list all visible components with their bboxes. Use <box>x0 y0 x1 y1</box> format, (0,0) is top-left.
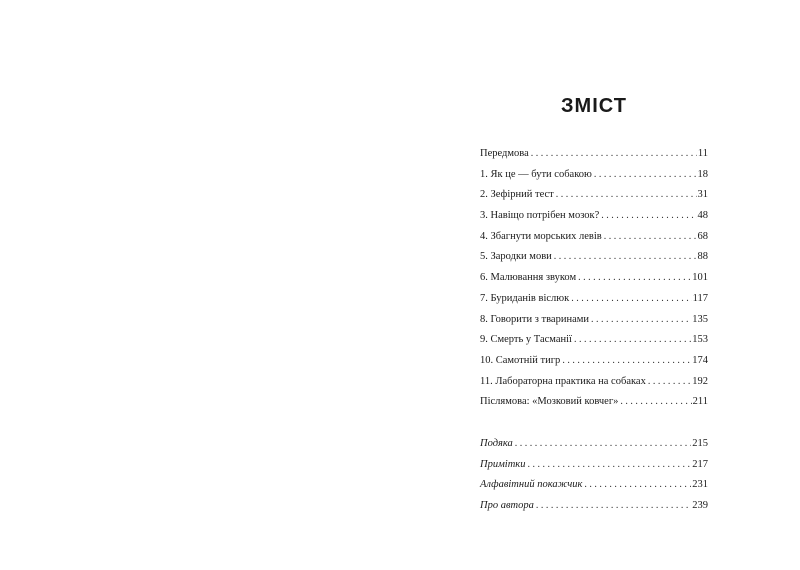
dot-leader <box>556 185 697 206</box>
entry-title: Передмова <box>480 148 529 159</box>
dot-leader <box>574 330 691 351</box>
dot-leader <box>562 351 691 372</box>
entry-page-number: 31 <box>697 189 708 201</box>
right-page-contents <box>400 0 800 570</box>
entry-page-number: 174 <box>692 354 708 366</box>
entry-title: 1. Як це — бути собакою <box>480 168 592 180</box>
toc-entry <box>480 144 708 165</box>
entry-title: Післямова: «Мозковий ковчег» <box>480 396 619 408</box>
entry-title: 5. Зародки мови <box>480 251 552 263</box>
toc-entry <box>480 185 708 206</box>
toc-entry <box>480 289 708 310</box>
toc-entry <box>480 372 708 393</box>
entry-title: 7. Буриданів віслюк <box>480 292 570 304</box>
dot-leader <box>578 268 691 289</box>
toc-entry <box>480 434 708 455</box>
dot-leader <box>554 247 697 268</box>
dot-leader <box>531 144 697 165</box>
toc-entry <box>480 351 708 372</box>
dot-leader <box>515 434 691 455</box>
entry-page-number: 239 <box>692 500 708 511</box>
entry-title: Про автора <box>480 500 534 511</box>
dot-leader <box>604 227 697 248</box>
toc-entry <box>480 392 708 413</box>
dot-leader <box>571 289 691 310</box>
toc-entry <box>480 227 708 248</box>
dot-leader <box>620 392 691 413</box>
toc-entry <box>480 268 708 289</box>
dot-leader <box>601 206 696 227</box>
entry-page-number: 117 <box>692 292 708 304</box>
entry-page-number: 153 <box>692 334 708 346</box>
entry-page-number: 215 <box>692 437 708 449</box>
entry-title: 8. Говорити з тваринами <box>480 313 589 325</box>
entry-title: 3. Навіщо потрібен мозок? <box>480 210 600 222</box>
dot-leader <box>594 165 697 186</box>
entry-page-number: 18 <box>697 168 708 180</box>
entry-title: 2. Зефірний тест <box>480 189 554 201</box>
entry-page-number: 217 <box>692 458 708 470</box>
entry-title: 9. Смерть у Тасманії <box>480 334 572 346</box>
table-of-contents <box>480 144 708 517</box>
toc-entry <box>480 247 708 268</box>
entry-page-number: 48 <box>697 210 708 222</box>
entry-page-number: 135 <box>692 313 708 325</box>
dot-leader <box>527 455 691 476</box>
chapter-list <box>480 144 708 413</box>
back-matter-list <box>480 434 708 517</box>
toc-entry <box>480 206 708 227</box>
toc-entry <box>480 475 708 496</box>
toc-entry <box>480 310 708 331</box>
entry-title: 6. Малювання звуком <box>480 272 577 284</box>
toc-entry <box>480 496 708 517</box>
entry-title: 4. Збагнути морських левів <box>480 230 602 242</box>
entry-title: Подяка <box>480 437 513 449</box>
entry-page-number: 88 <box>697 251 708 263</box>
dot-leader <box>536 496 691 517</box>
dot-leader <box>648 372 691 393</box>
toc-entry <box>480 330 708 351</box>
entry-page-number: 101 <box>692 272 708 284</box>
entry-page-number: 11 <box>697 148 708 159</box>
entry-title: Алфавітний покажчик <box>480 479 583 491</box>
contents-title: ЗМІСТ <box>561 95 627 117</box>
entry-title: 11. Лабораторна практика на собаках <box>480 375 646 387</box>
entry-page-number: 211 <box>692 396 708 408</box>
entry-title: Примітки <box>480 458 526 470</box>
toc-entry <box>480 455 708 476</box>
toc-entry <box>480 165 708 186</box>
dot-leader <box>584 475 691 496</box>
entry-title: 10. Самотній тигр <box>480 354 561 366</box>
entry-page-number: 192 <box>692 375 708 387</box>
entry-page-number: 68 <box>697 230 708 242</box>
dot-leader <box>591 310 691 331</box>
entry-page-number: 231 <box>692 479 708 491</box>
